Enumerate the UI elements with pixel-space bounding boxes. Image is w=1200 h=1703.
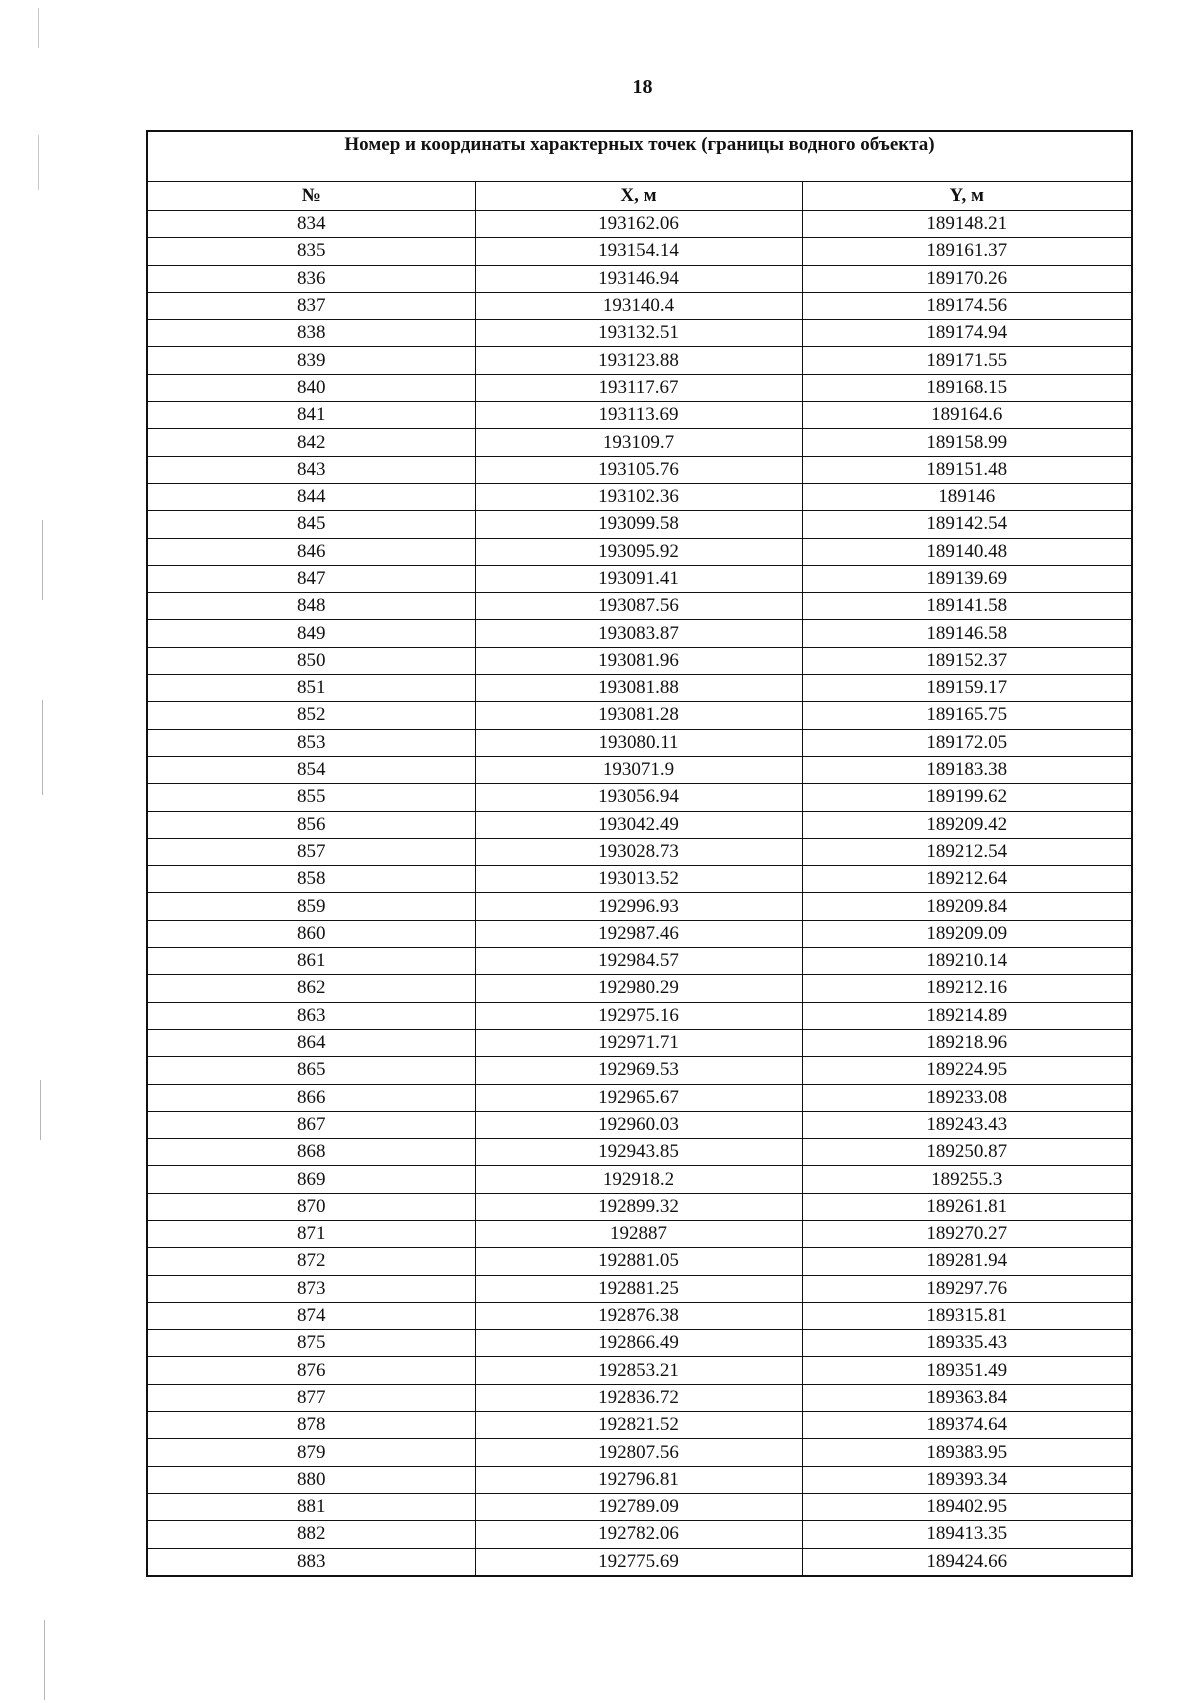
table-row	[147, 647, 1132, 674]
table-row	[147, 1493, 1132, 1520]
table-row	[147, 920, 1132, 947]
table-row	[147, 292, 1132, 319]
cell-num: 874	[147, 1302, 475, 1329]
cell-x: 193132.51	[475, 320, 802, 347]
cell-y: 189159.17	[802, 675, 1132, 702]
cell-x: 193105.76	[475, 456, 802, 483]
cell-num: 875	[147, 1330, 475, 1357]
cell-x: 193028.73	[475, 838, 802, 865]
table-row	[147, 866, 1132, 893]
cell-y: 189183.38	[802, 756, 1132, 783]
table-header-row	[147, 182, 1132, 211]
cell-num: 864	[147, 1029, 475, 1056]
cell-num: 853	[147, 729, 475, 756]
cell-x: 193123.88	[475, 347, 802, 374]
cell-y: 189209.09	[802, 920, 1132, 947]
cell-y: 189170.26	[802, 265, 1132, 292]
cell-y: 189212.16	[802, 975, 1132, 1002]
table-row	[147, 1193, 1132, 1220]
cell-x: 193081.28	[475, 702, 802, 729]
cell-num: 860	[147, 920, 475, 947]
cell-num: 882	[147, 1521, 475, 1548]
table-row	[147, 1139, 1132, 1166]
table-row	[147, 265, 1132, 292]
table-row	[147, 211, 1132, 238]
scan-mark	[42, 700, 43, 795]
table-row	[147, 784, 1132, 811]
table-row	[147, 593, 1132, 620]
cell-num: 836	[147, 265, 475, 292]
table-row	[147, 1439, 1132, 1466]
cell-x: 193154.14	[475, 238, 802, 265]
cell-x: 192887	[475, 1220, 802, 1247]
cell-y: 189161.37	[802, 238, 1132, 265]
table-row	[147, 756, 1132, 783]
cell-num: 849	[147, 620, 475, 647]
cell-num: 838	[147, 320, 475, 347]
cell-y: 189214.89	[802, 1002, 1132, 1029]
cell-y: 189141.58	[802, 593, 1132, 620]
cell-x: 192980.29	[475, 975, 802, 1002]
table-row	[147, 483, 1132, 510]
cell-y: 189297.76	[802, 1275, 1132, 1302]
cell-num: 866	[147, 1084, 475, 1111]
cell-x: 192965.67	[475, 1084, 802, 1111]
column-header-x: X, м	[475, 182, 802, 211]
cell-num: 837	[147, 292, 475, 319]
cell-num: 862	[147, 975, 475, 1002]
cell-num: 857	[147, 838, 475, 865]
cell-x: 193113.69	[475, 402, 802, 429]
table-row	[147, 402, 1132, 429]
cell-num: 839	[147, 347, 475, 374]
table-row	[147, 893, 1132, 920]
cell-x: 192796.81	[475, 1466, 802, 1493]
table-row	[147, 429, 1132, 456]
table-row	[147, 1029, 1132, 1056]
cell-y: 189224.95	[802, 1057, 1132, 1084]
table-row	[147, 1302, 1132, 1329]
cell-y: 189270.27	[802, 1220, 1132, 1247]
table-row	[147, 1248, 1132, 1275]
cell-y: 189164.6	[802, 402, 1132, 429]
cell-y: 189218.96	[802, 1029, 1132, 1056]
cell-num: 851	[147, 675, 475, 702]
cell-x: 193095.92	[475, 538, 802, 565]
table-body	[147, 211, 1132, 1576]
cell-x: 193109.7	[475, 429, 802, 456]
table-row	[147, 1521, 1132, 1548]
table-row	[147, 811, 1132, 838]
cell-y: 189165.75	[802, 702, 1132, 729]
cell-x: 192866.49	[475, 1330, 802, 1357]
cell-num: 876	[147, 1357, 475, 1384]
cell-x: 192876.38	[475, 1302, 802, 1329]
cell-x: 193087.56	[475, 593, 802, 620]
cell-num: 840	[147, 374, 475, 401]
cell-x: 193117.67	[475, 374, 802, 401]
cell-num: 842	[147, 429, 475, 456]
cell-num: 845	[147, 511, 475, 538]
cell-y: 189393.34	[802, 1466, 1132, 1493]
cell-num: 879	[147, 1439, 475, 1466]
table-row	[147, 538, 1132, 565]
cell-num: 850	[147, 647, 475, 674]
cell-x: 192807.56	[475, 1439, 802, 1466]
cell-x: 193080.11	[475, 729, 802, 756]
table-row	[147, 1084, 1132, 1111]
cell-x: 192960.03	[475, 1111, 802, 1138]
column-header-number: №	[147, 182, 475, 211]
cell-x: 192881.05	[475, 1248, 802, 1275]
column-header-y: Y, м	[802, 182, 1132, 211]
cell-y: 189209.42	[802, 811, 1132, 838]
cell-x: 192969.53	[475, 1057, 802, 1084]
cell-num: 865	[147, 1057, 475, 1084]
cell-y: 189199.62	[802, 784, 1132, 811]
cell-y: 189402.95	[802, 1493, 1132, 1520]
cell-x: 192881.25	[475, 1275, 802, 1302]
cell-num: 870	[147, 1193, 475, 1220]
cell-x: 193042.49	[475, 811, 802, 838]
page-number: 18	[632, 76, 653, 98]
table-row	[147, 565, 1132, 592]
table-row	[147, 1057, 1132, 1084]
cell-num: 863	[147, 1002, 475, 1029]
cell-num: 881	[147, 1493, 475, 1520]
cell-y: 189363.84	[802, 1384, 1132, 1411]
cell-y: 189146.58	[802, 620, 1132, 647]
cell-x: 192971.71	[475, 1029, 802, 1056]
cell-y: 189174.94	[802, 320, 1132, 347]
cell-x: 193099.58	[475, 511, 802, 538]
table-row	[147, 1330, 1132, 1357]
cell-num: 859	[147, 893, 475, 920]
cell-y: 189261.81	[802, 1193, 1132, 1220]
cell-y: 189424.66	[802, 1548, 1132, 1576]
scan-mark	[38, 135, 39, 190]
table-row	[147, 1275, 1132, 1302]
cell-num: 834	[147, 211, 475, 238]
cell-num: 858	[147, 866, 475, 893]
table-row	[147, 320, 1132, 347]
table-title: Номер и координаты характерных точек (границы водного объекта)	[147, 131, 1132, 182]
cell-num: 861	[147, 948, 475, 975]
cell-x: 193081.88	[475, 675, 802, 702]
table-row	[147, 511, 1132, 538]
cell-num: 878	[147, 1412, 475, 1439]
cell-x: 193013.52	[475, 866, 802, 893]
scan-mark	[44, 1620, 45, 1700]
table-row	[147, 1466, 1132, 1493]
cell-num: 841	[147, 402, 475, 429]
cell-y: 189281.94	[802, 1248, 1132, 1275]
cell-x: 192836.72	[475, 1384, 802, 1411]
cell-x: 193071.9	[475, 756, 802, 783]
table-row	[147, 838, 1132, 865]
cell-y: 189383.95	[802, 1439, 1132, 1466]
scan-mark	[42, 520, 43, 600]
cell-x: 193140.4	[475, 292, 802, 319]
cell-x: 193162.06	[475, 211, 802, 238]
cell-num: 883	[147, 1548, 475, 1576]
cell-num: 852	[147, 702, 475, 729]
cell-x: 192943.85	[475, 1139, 802, 1166]
table-row	[147, 675, 1132, 702]
cell-x: 192821.52	[475, 1412, 802, 1439]
table-row	[147, 456, 1132, 483]
cell-num: 855	[147, 784, 475, 811]
cell-y: 189148.21	[802, 211, 1132, 238]
cell-y: 189255.3	[802, 1166, 1132, 1193]
cell-num: 854	[147, 756, 475, 783]
cell-num: 877	[147, 1384, 475, 1411]
cell-num: 872	[147, 1248, 475, 1275]
cell-y: 189142.54	[802, 511, 1132, 538]
cell-num: 856	[147, 811, 475, 838]
cell-y: 189335.43	[802, 1330, 1132, 1357]
cell-num: 869	[147, 1166, 475, 1193]
cell-x: 193081.96	[475, 647, 802, 674]
cell-num: 835	[147, 238, 475, 265]
cell-x: 192789.09	[475, 1493, 802, 1520]
cell-num: 843	[147, 456, 475, 483]
cell-y: 189146	[802, 483, 1132, 510]
table-title-row	[147, 131, 1132, 182]
cell-y: 189233.08	[802, 1084, 1132, 1111]
cell-num: 880	[147, 1466, 475, 1493]
cell-x: 192782.06	[475, 1521, 802, 1548]
cell-x: 192984.57	[475, 948, 802, 975]
cell-y: 189212.64	[802, 866, 1132, 893]
table-row	[147, 729, 1132, 756]
table-row	[147, 975, 1132, 1002]
cell-y: 189174.56	[802, 292, 1132, 319]
table-row	[147, 1002, 1132, 1029]
table-row	[147, 1166, 1132, 1193]
table-row	[147, 238, 1132, 265]
cell-num: 871	[147, 1220, 475, 1247]
cell-y: 189151.48	[802, 456, 1132, 483]
table-row	[147, 702, 1132, 729]
cell-y: 189158.99	[802, 429, 1132, 456]
table-row	[147, 1384, 1132, 1411]
cell-y: 189243.43	[802, 1111, 1132, 1138]
cell-x: 193091.41	[475, 565, 802, 592]
cell-x: 192899.32	[475, 1193, 802, 1220]
table-row	[147, 1111, 1132, 1138]
table-row	[147, 948, 1132, 975]
cell-y: 189351.49	[802, 1357, 1132, 1384]
coordinates-table	[146, 130, 1133, 1577]
cell-num: 873	[147, 1275, 475, 1302]
table-row	[147, 1548, 1132, 1576]
cell-y: 189374.64	[802, 1412, 1132, 1439]
cell-y: 189140.48	[802, 538, 1132, 565]
cell-num: 846	[147, 538, 475, 565]
cell-y: 189168.15	[802, 374, 1132, 401]
cell-y: 189250.87	[802, 1139, 1132, 1166]
cell-y: 189139.69	[802, 565, 1132, 592]
cell-x: 192918.2	[475, 1166, 802, 1193]
cell-num: 847	[147, 565, 475, 592]
table-row	[147, 1220, 1132, 1247]
table-row	[147, 1357, 1132, 1384]
cell-y: 189315.81	[802, 1302, 1132, 1329]
cell-x: 192853.21	[475, 1357, 802, 1384]
scan-mark	[40, 1080, 41, 1140]
cell-num: 844	[147, 483, 475, 510]
cell-x: 192775.69	[475, 1548, 802, 1576]
cell-y: 189172.05	[802, 729, 1132, 756]
cell-x: 192987.46	[475, 920, 802, 947]
cell-x: 193083.87	[475, 620, 802, 647]
cell-y: 189152.37	[802, 647, 1132, 674]
cell-y: 189413.35	[802, 1521, 1132, 1548]
cell-num: 848	[147, 593, 475, 620]
cell-x: 192996.93	[475, 893, 802, 920]
cell-x: 192975.16	[475, 1002, 802, 1029]
cell-x: 193102.36	[475, 483, 802, 510]
cell-y: 189210.14	[802, 948, 1132, 975]
cell-y: 189171.55	[802, 347, 1132, 374]
cell-y: 189212.54	[802, 838, 1132, 865]
cell-x: 193146.94	[475, 265, 802, 292]
table-row	[147, 347, 1132, 374]
cell-num: 867	[147, 1111, 475, 1138]
cell-num: 868	[147, 1139, 475, 1166]
table-row	[147, 1412, 1132, 1439]
scan-mark	[38, 8, 39, 48]
table-row	[147, 620, 1132, 647]
table-row	[147, 374, 1132, 401]
cell-x: 193056.94	[475, 784, 802, 811]
cell-y: 189209.84	[802, 893, 1132, 920]
